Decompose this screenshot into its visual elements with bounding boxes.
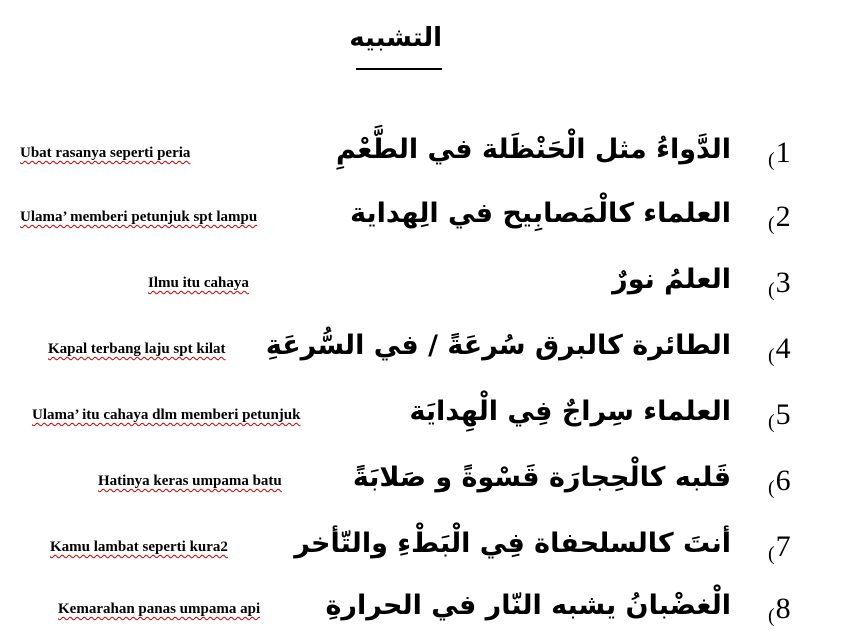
list-item [0,122,849,182]
list-item [0,450,849,510]
item-number [768,464,791,505]
malay-translation: Kapal terbang laju spt kilat [48,341,226,357]
title-underline [356,68,442,70]
malay-translation: Ulama’ itu cahaya dlm memberi petunjuk [32,407,301,423]
item-number [768,332,791,373]
paren: ( [768,543,775,565]
number: 4 [775,332,791,365]
arabic-sentence: قَلبه كالْحِجارَة قَسْوةً و صَلابَةً [352,462,731,493]
number: 5 [775,398,791,431]
arabic-sentence: الدَّواءُ مثل الْحَنْظَلة في الطَّعْمِ [336,134,731,165]
arabic-sentence: الطائرة كالبرق سُرعَةً / في السُّرعَةِ [265,330,731,361]
list-item [0,578,849,638]
list-item [0,384,849,444]
paren: ( [768,605,775,627]
item-number [768,136,791,177]
number: 8 [775,592,791,625]
malay-translation: Ilmu itu cahaya [148,275,249,291]
number: 2 [775,200,791,233]
number: 7 [775,530,791,563]
arabic-sentence: العلماء سِراجٌ فِي الْهِدايَة [409,396,731,427]
number: 3 [775,266,791,299]
malay-translation: Ubat rasanya seperti peria [20,145,191,161]
malay-translation: Kamu lambat seperti kura2 [50,539,228,555]
page-title: التشبيه [349,23,442,53]
list-item [0,516,849,576]
item-number [768,200,791,241]
arabic-sentence: أنتَ كالسلحفاة فِي الْبَطْءِ والتّأخر [294,528,731,559]
item-number [768,398,791,439]
paren: ( [768,149,775,171]
list-item [0,186,849,246]
item-number [768,530,791,571]
arabic-sentence: الْغضْبانُ يشبه النّار في الحرارةِ [325,590,731,621]
malay-translation: Kemarahan panas umpama api [58,601,261,617]
paren: ( [768,345,775,367]
list-item [0,318,849,378]
arabic-sentence: العلماء كالْمَصابِيح في الِهداية [350,198,731,229]
paren: ( [768,279,775,301]
malay-translation: Hatinya keras umpama batu [98,473,282,489]
number: 6 [775,464,791,497]
item-number [768,266,791,307]
malay-translation: Ulama’ memberi petunjuk spt lampu [20,209,258,225]
paren: ( [768,411,775,433]
paren: ( [768,477,775,499]
number: 1 [775,136,791,169]
item-number [768,592,791,633]
paren: ( [768,213,775,235]
arabic-sentence: العلمُ نورٌ [612,264,731,295]
list-item [0,252,849,312]
